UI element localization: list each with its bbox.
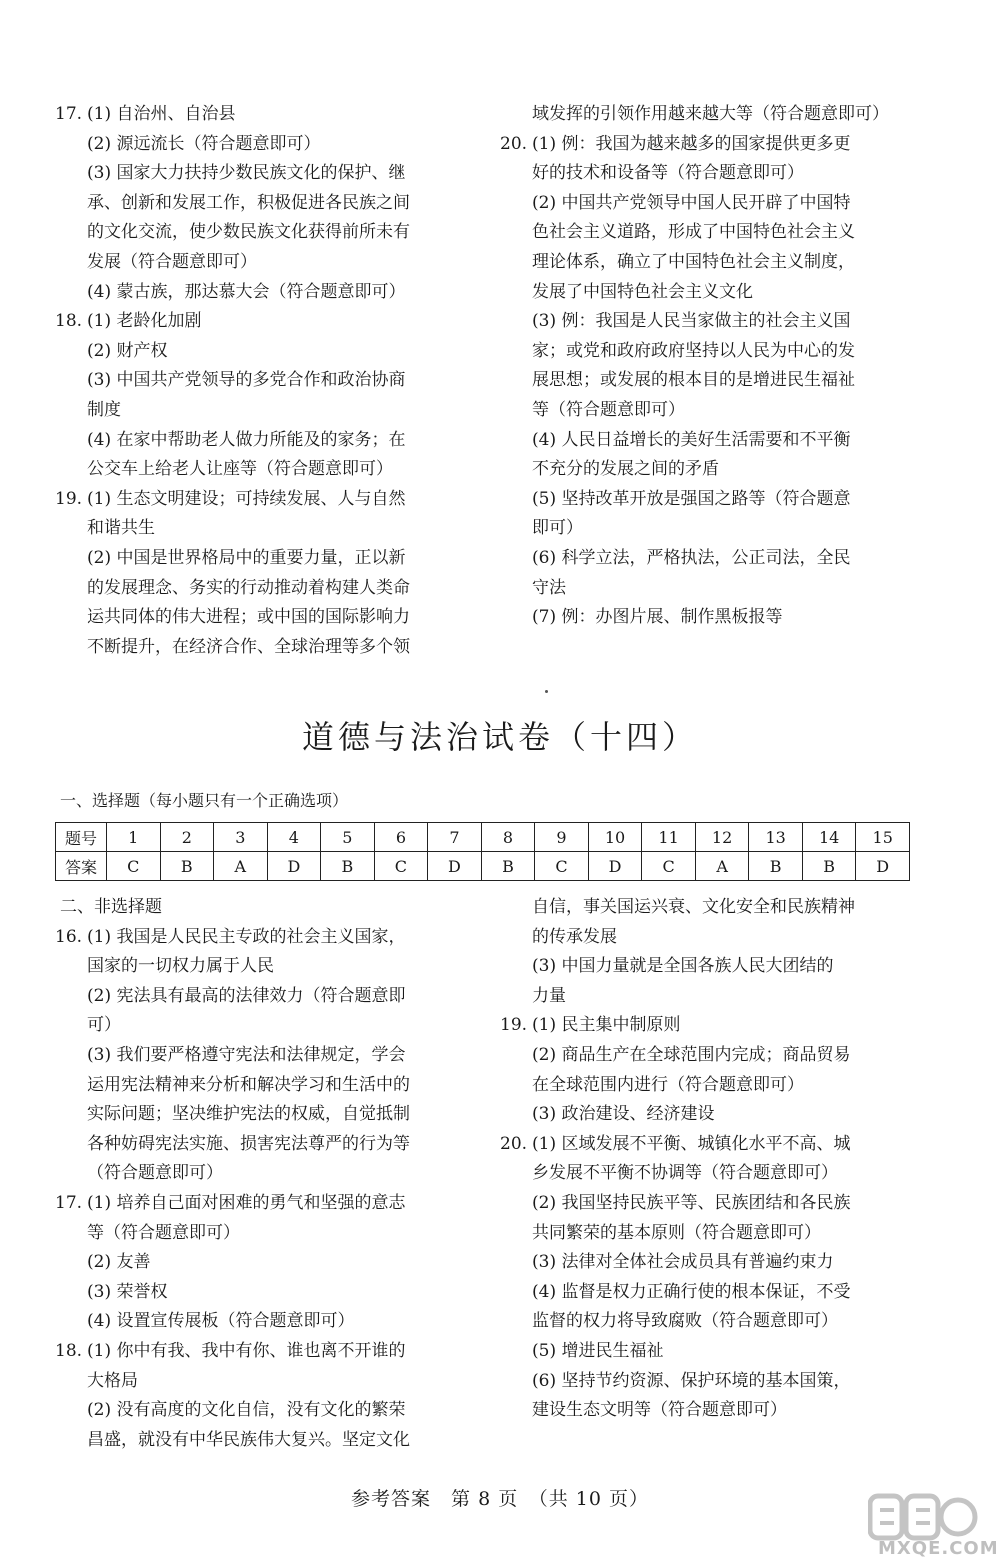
table-cell: D (856, 852, 910, 881)
table-cell: B (749, 852, 803, 881)
question-18-continued (500, 893, 945, 1011)
answer-line: 运共同体的伟大进程；或中国的国际影响力 (87, 607, 410, 628)
question-number: 16. (55, 926, 83, 947)
answer-line: 守法 (532, 577, 566, 598)
answer-line: (2) 中国是世界格局中的重要力量，正以新 (87, 547, 406, 568)
question-number: 19. (500, 1015, 528, 1036)
answer-line: 在全球范围内进行（符合题意即可） (532, 1074, 804, 1095)
answer-line: 发展（符合题意即可） (87, 251, 257, 272)
answer-line: (3) 政治建设、经济建设 (532, 1104, 715, 1125)
question-19-top (55, 485, 500, 663)
answer-line: 16. (1) 我国是人民民主专政的社会主义国家， (55, 923, 500, 953)
answer-line: 的文化交流，使少数民族文化获得前所未有 (87, 222, 410, 243)
bottom-left-column (55, 893, 500, 1455)
question-20-top (500, 130, 945, 633)
answer-line: 展思想；或发展的根本目的是增进民生福祉 (532, 370, 855, 391)
answer-line: 域发挥的引领作用越来越大等（符合题意即可） (532, 104, 889, 124)
table-cell: 4 (267, 823, 321, 852)
answer-line: 各种妨碍宪法实施、损害宪法尊严的行为等 (87, 1133, 410, 1154)
answer-line: 19. (1) 生态文明建设；可持续发展、人与自然 (55, 485, 500, 515)
answer-line: (5) 增进民生福祉 (532, 1340, 664, 1361)
table-cell: 15 (856, 823, 910, 852)
answer-line: 18. (1) 老龄化加剧 (55, 307, 500, 337)
table-cell: 13 (749, 823, 803, 852)
table-cell: C (107, 852, 161, 881)
question-19-bottom (500, 1011, 945, 1129)
answer-line: (2) 中国共产党领导中国人民开辟了中国特 (532, 192, 851, 213)
row-header: 答案 (56, 852, 107, 881)
answer-line: 不充分的发展之间的矛盾 (532, 459, 719, 480)
answer-line: 等（符合题意即可） (87, 1222, 240, 1243)
question-17-bottom (55, 1189, 500, 1337)
top-left-column (55, 100, 500, 662)
answer-line: 监督的权力将导致腐败（符合题意即可） (532, 1311, 838, 1332)
answer-line: (4) 监督是权力正确行使的根本保证，不受 (532, 1281, 851, 1302)
question-16 (55, 923, 500, 1189)
table-cell: 5 (321, 823, 375, 852)
section-1-label: 一、选择题（每小题只有一个正确选项） (60, 791, 349, 810)
answer-line: (5) 坚持改革开放是强国之路等（符合题意 (532, 488, 851, 509)
answer-line: (3) 我们要严格遵守宪法和法律规定，学会 (87, 1044, 406, 1065)
answer-line: 理论体系，确立了中国特色社会主义制度， (532, 251, 855, 272)
table-row-numbers (56, 823, 910, 852)
question-20-bottom (500, 1130, 945, 1426)
table-cell: 12 (695, 823, 749, 852)
answer-line: 承、创新和发展工作，积极促进各民族之间 (87, 192, 410, 213)
table-cell: B (321, 852, 375, 881)
answer-line: 力量 (532, 985, 566, 1006)
table-cell: D (428, 852, 482, 881)
answer-line: (3) 中国共产党领导的多党合作和政治协商 (87, 370, 406, 391)
answer-line: 家；或党和政府政府坚持以人民为中心的发 (532, 340, 855, 361)
table-cell: 8 (481, 823, 535, 852)
table-cell: B (160, 852, 214, 881)
answer-line: 制度 (87, 399, 121, 420)
answer-line: (2) 商品生产在全球范围内完成；商品贸易 (532, 1044, 851, 1065)
table-cell: D (267, 852, 321, 881)
table-cell: D (588, 852, 642, 881)
answer-line: 和谐共生 (87, 518, 155, 539)
question-number: 17. (55, 104, 83, 124)
answer-line: 的传承发展 (532, 926, 617, 947)
answer-line: (4) 在家中帮助老人做力所能及的家务；在 (87, 429, 406, 450)
answer-line: 公交车上给老人让座等（符合题意即可） (87, 459, 393, 480)
table-cell: C (374, 852, 428, 881)
question-18-top (55, 307, 500, 485)
question-17-top (55, 100, 500, 307)
table-row-answers (56, 852, 910, 881)
table-cell: C (642, 852, 696, 881)
page-footer: 参考答案 第 8 页 （共 10 页） (351, 1488, 649, 1510)
top-right-column (500, 100, 945, 633)
answer-line: (2) 宪法具有最高的法律效力（符合题意即 (87, 985, 406, 1006)
table-cell: 7 (428, 823, 482, 852)
answer-line: 可） (87, 1015, 121, 1036)
answer-line: 18. (1) 你中有我、我中有你、谁也离不开谁的 (55, 1337, 500, 1367)
answer-line: 不断提升，在经济合作、全球治理等多个领 (87, 636, 410, 657)
answer-line: 20. (1) 区域发展不平衡、城镇化水平不高、城 (500, 1130, 945, 1160)
answer-line: (2) 源远流长（符合题意即可） (87, 133, 321, 154)
answer-line: 共同繁荣的基本原则（符合题意即可） (532, 1222, 821, 1243)
question-number: 18. (55, 311, 83, 332)
answer-line: 色社会主义道路，形成了中国特色社会主义 (532, 222, 855, 243)
answer-line: (6) 科学立法，严格执法，公正司法，全民 (532, 547, 851, 568)
table-cell: 2 (160, 823, 214, 852)
table-cell: B (481, 852, 535, 881)
answer-line: 19. (1) 民主集中制原则 (500, 1011, 945, 1041)
answer-line: 17. (1) 培养自己面对困难的勇气和坚强的意志 (55, 1189, 500, 1219)
answer-line: (2) 我国坚持民族平等、民族团结和各民族 (532, 1192, 851, 1213)
answer-line: 发展了中国特色社会主义文化 (532, 281, 753, 302)
question-number: 20. (500, 1133, 528, 1154)
answer-line: (7) 例：办图片展、制作黑板报等 (532, 607, 783, 628)
answer-line: (6) 坚持节约资源、保护环境的基本国策， (532, 1370, 851, 1391)
answer-line: (3) 国家大力扶持少数民族文化的保护、继 (87, 163, 406, 184)
watermark-site: MXQE.COM (878, 1538, 999, 1559)
table-cell: 3 (214, 823, 268, 852)
answer-line: 17. (1) 自治州、自治县 (55, 100, 500, 130)
question-number: 17. (55, 1192, 83, 1213)
answer-line: (2) 财产权 (87, 340, 168, 361)
answer-line: 乡发展不平衡不协调等（符合题意即可） (532, 1163, 838, 1184)
answer-line: 自信，事关国运兴衰、文化安全和民族精神 (532, 897, 855, 917)
answer-line: 建设生态文明等（符合题意即可） (532, 1400, 787, 1421)
answer-line: 20. (1) 例：我国为越来越多的国家提供更多更 (500, 130, 945, 160)
answer-line: 运用宪法精神来分析和解决学习和生活中的 (87, 1074, 410, 1095)
answer-line: (3) 例：我国是人民当家做主的社会主义国 (532, 311, 851, 332)
answer-line: 即可） (532, 518, 583, 539)
answer-line: 昌盛，就没有中华民族伟大复兴。坚定文化 (87, 1429, 410, 1450)
answer-line: (4) 人民日益增长的美好生活需要和不平衡 (532, 429, 851, 450)
answer-line: (3) 中国力量就是全国各族人民大团结的 (532, 956, 834, 977)
question-number: 19. (55, 488, 83, 509)
table-cell: 1 (107, 823, 161, 852)
table-cell: B (802, 852, 856, 881)
answer-line: (3) 荣誉权 (87, 1281, 168, 1302)
answer-line: 等（符合题意即可） (532, 399, 685, 420)
answer-key-table (55, 822, 910, 881)
answer-line: 国家的一切权力属于人民 (87, 956, 274, 977)
answer-line: 大格局 (87, 1370, 138, 1391)
table-cell: 10 (588, 823, 642, 852)
answer-line: 的发展理念、务实的行动推动着构建人类命 (87, 577, 410, 598)
bottom-right-column (500, 893, 945, 1426)
table-cell: 9 (535, 823, 589, 852)
exam-title: 道德与法治试卷（十四） (301, 718, 698, 756)
answer-line: 好的技术和设备等（符合题意即可） (532, 163, 804, 184)
answer-line: (4) 蒙古族，那达慕大会（符合题意即可） (87, 281, 406, 302)
answer-line: (4) 设置宣传展板（符合题意即可） (87, 1311, 355, 1332)
table-cell: C (535, 852, 589, 881)
question-number: 18. (55, 1340, 83, 1361)
answer-line: (2) 友善 (87, 1252, 151, 1273)
table-cell: 11 (642, 823, 696, 852)
answer-line: (2) 没有高度的文化自信，没有文化的繁荣 (87, 1400, 406, 1421)
table-cell: 14 (802, 823, 856, 852)
row-header: 题号 (56, 823, 107, 852)
answer-line: 实际问题；坚决维护宪法的权威，自觉抵制 (87, 1104, 410, 1125)
section-2-label: 二、非选择题 (60, 897, 162, 917)
table-cell: A (214, 852, 268, 881)
table-cell: A (695, 852, 749, 881)
table-cell: 6 (374, 823, 428, 852)
question-number: 20. (500, 133, 528, 154)
answer-line: （符合题意即可） (87, 1163, 223, 1184)
answer-line: (3) 法律对全体社会成员具有普遍约束力 (532, 1252, 834, 1273)
scan-speck (545, 690, 548, 693)
question-18-bottom (55, 1337, 500, 1455)
